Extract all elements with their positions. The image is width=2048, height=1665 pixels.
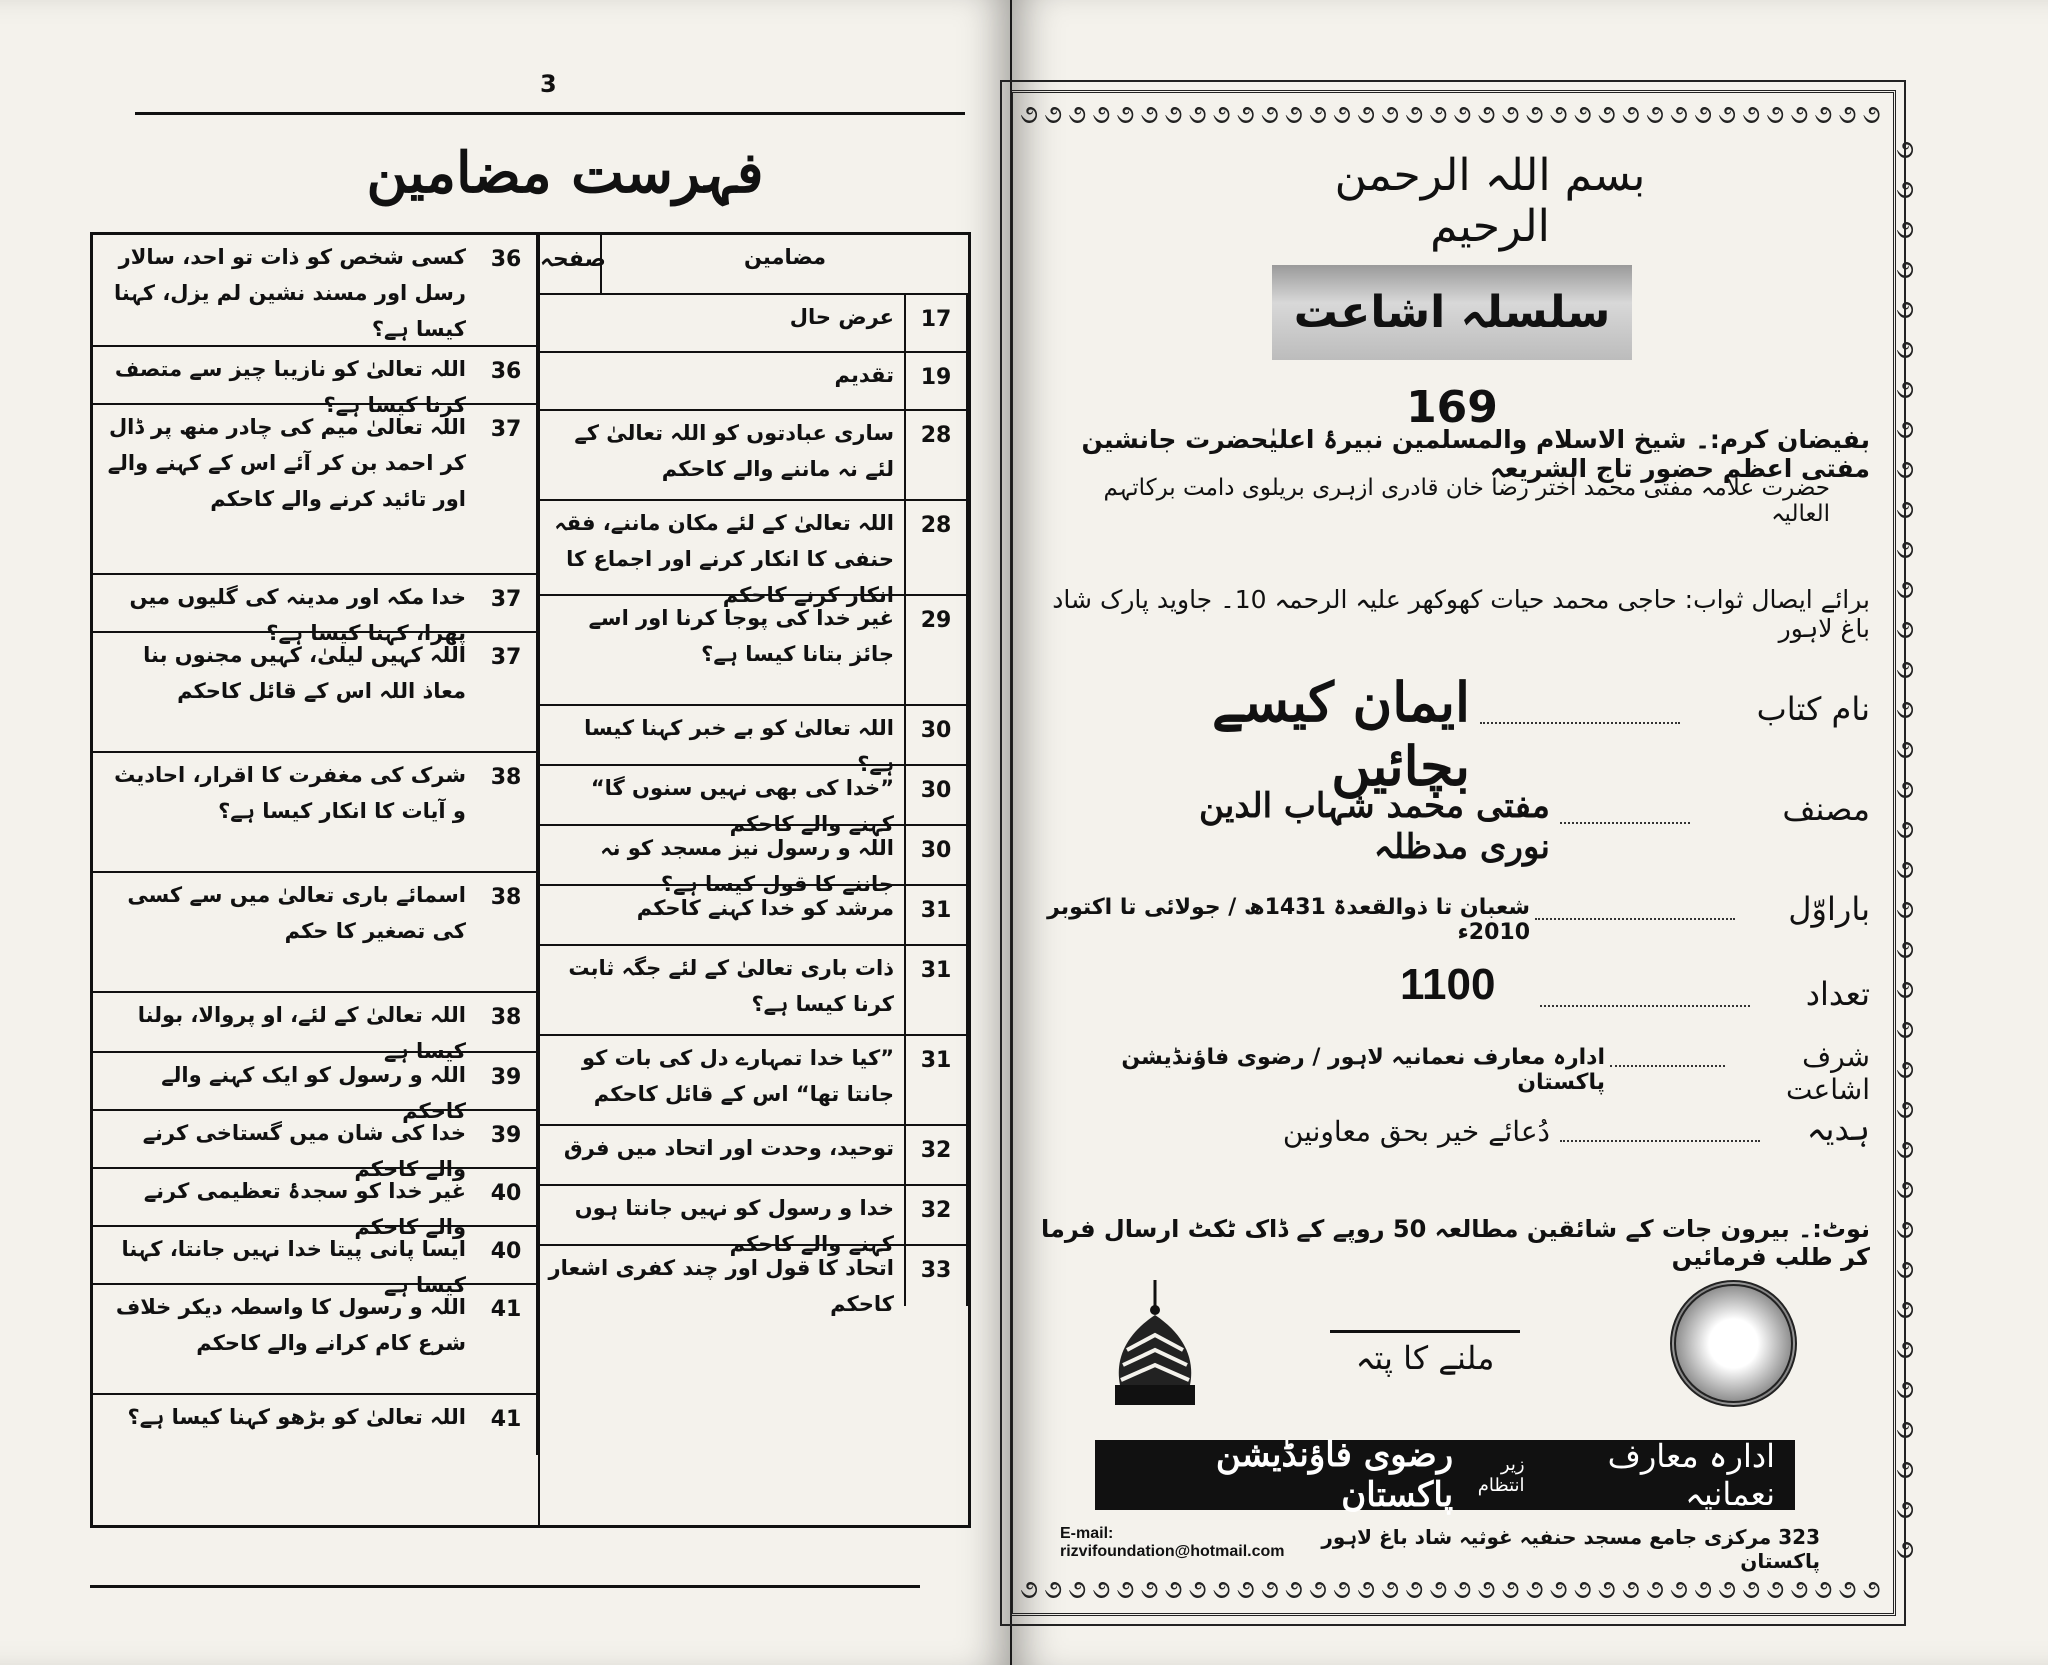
postal-address: 323 مرکزی جامع مسجد حنفیہ غوثیہ شاد باغ لاہور پاکستان — [1321, 1525, 1820, 1573]
dots-quantity — [1540, 1005, 1750, 1007]
toc-entry-title: ”کیا خدا تمہارے دل کی بات کو جانتا تھا“ اس کے قائل کاحکم — [581, 1046, 894, 1106]
toc-entry-title: خدا کی شان میں گستاخی کرنے والے کاحکم — [142, 1121, 466, 1181]
toc-entry-page: 32 — [904, 1186, 968, 1246]
frame-border-right: ૭ ૭ ૭ ૭ ૭ ૭ ૭ ૭ ૭ ૭ ૭ ૭ ૭ ૭ ૭ ૭ ૭ ૭ ૭ ૭ ૭ ૭ ૭ ૭ ૭ ૭ ૭ ૭ ૭ ૭ ૭ ૭ ૭ ૭ ૭ ૭ — [1895, 135, 1915, 1565]
field-label-author: مصنف — [1782, 790, 1870, 828]
blessing-line-2: حضرت علامہ مفتی محمد اختر رضا خان قادری ازہری بریلوی دامت برکاتہم العالیہ — [1103, 475, 1830, 527]
series-number-box: سلسلہ اشاعت 169 — [1272, 265, 1632, 360]
publisher-banner — [1095, 1435, 1795, 1515]
toc-row — [538, 884, 968, 946]
toc-entry-title: مرشد کو خدا کہنے کاحکم — [636, 896, 894, 920]
address-line — [1060, 1525, 1820, 1573]
dots-first-edition — [1535, 918, 1735, 920]
field-label-first-edition: باراوّل — [1788, 890, 1870, 928]
toc-entry-title: اللہ تعالیٰ کو نازیبا چیز سے متصف کرنا کیسا ہے؟ — [114, 357, 466, 417]
toc-entry-page: 39 — [476, 1111, 538, 1169]
page-number: 3 — [540, 70, 557, 98]
toc-row — [93, 1109, 538, 1181]
note-line: نوٹ:۔ بیرون جات کے شائقین مطالعہ 50 روپے کے ڈاک ٹکٹ ارسال فرما کر طلب فرمائیں — [1041, 1215, 1870, 1271]
field-value-gift: دُعائے خیر بحق معاونین — [1282, 1115, 1550, 1148]
toc-row — [93, 1051, 538, 1123]
toc-row — [93, 991, 538, 1063]
toc-row — [538, 824, 968, 896]
toc-entry-page: 39 — [476, 1053, 538, 1111]
toc-entry-title: توحید، وحدت اور اتحاد میں فرق — [563, 1136, 894, 1160]
toc-header-row — [538, 235, 968, 293]
toc-entry-title: اللہ تعالیٰ کے لئے مکان ماننے، فقہ حنفی کا انکار کرنے اور اجماع کا انکار کرنے کاحکم — [554, 511, 894, 607]
toc-entry-page: 37 — [476, 405, 538, 575]
toc-entry-page: 41 — [476, 1285, 538, 1395]
toc-entry-page: 33 — [904, 1246, 968, 1306]
dots-publisher — [1610, 1065, 1725, 1067]
left-page — [0, 0, 1010, 1665]
toc-entry-page: 29 — [904, 596, 968, 706]
toc-entry-page: 31 — [904, 946, 968, 1036]
field-label-book-name: نام کتاب — [1756, 690, 1870, 728]
banner-org-2: رضوی فاؤنڈیشن پاکستان — [1215, 1435, 1454, 1515]
toc-row — [93, 631, 538, 753]
field-value-author: مفتی محمد شہاب الدین نوری مدظلہ — [1199, 786, 1550, 867]
toc-entry-title: اللہ و رسول کا واسطہ دیکر خلاف شرع کام کرانے والے کاحکم — [115, 1295, 466, 1355]
toc-entry-title: کسی شخص کو ذات تو احد، سالار رسل اور مسند نشین لم یزل، کہنا کیسا ہے؟ — [114, 245, 466, 341]
toc-row — [538, 1034, 968, 1126]
toc-entry-title: عرض حال — [789, 305, 894, 329]
toc-entry-page: 30 — [904, 826, 968, 886]
toc-entry-page: 31 — [904, 1036, 968, 1126]
toc-entry-page: 30 — [904, 706, 968, 766]
field-value-first-edition: شعبان تا ذوالقعدۃ 1431ھ / جولائی تا اکتوبر 2010ء — [1047, 895, 1530, 945]
milne-ka-pata: ملنے کا پتہ — [1330, 1330, 1520, 1377]
toc-entry-title: اللہ و رسول نیز مسجد کو نہ جاننے کا قول کیسا ہے؟ — [600, 836, 894, 896]
banner-under: زیر انتظام — [1477, 1454, 1525, 1496]
field-label-quantity: تعداد — [1805, 975, 1870, 1013]
isal-sawab-line: برائے ایصال ثواب: حاجی محمد حیات کھوکھر علیہ الرحمہ 10۔ جاوید پارک شاد باغ لاہور — [1052, 585, 1870, 643]
toc-entry-title: اللہ کہیں لیلیٰ، کہیں مجنوں بنا معاذ اللہ اس کے قائل کاحکم — [143, 643, 466, 703]
dots-gift — [1560, 1140, 1760, 1142]
banner-org-1: ادارہ معارف نعمانیہ — [1607, 1437, 1775, 1513]
seal-logo — [1670, 1280, 1797, 1407]
blessing-label: بفیضان کرم:۔ — [1695, 425, 1870, 454]
toc-entry-page: 31 — [904, 886, 968, 946]
toc-entry-title: اللہ و رسول کو ایک کہنے والے کاحکم — [161, 1063, 466, 1123]
toc-entry-title: اتحاد کا قول اور چند کفری اشعار کاحکم — [548, 1256, 894, 1316]
dots-author — [1560, 822, 1690, 824]
toc-entry-page: 40 — [476, 1227, 538, 1285]
toc-table — [90, 232, 971, 1528]
toc-entry-title: اللہ تعالیٰ کو بڑھو کہنا کیسا ہے؟ — [127, 1405, 466, 1429]
email-address: E-mail: rizvifoundation@hotmail.com — [1060, 1525, 1285, 1560]
bottom-rule — [90, 1585, 920, 1588]
toc-entry-title: تقدیم — [834, 363, 894, 387]
blessing-text-1: شیخ الاسلام والمسلمین نبیرۂ اعلیٰحضرت جانشین مفتی اعظم حضور تاج الشریعہ — [1081, 425, 1870, 483]
toc-row — [538, 764, 968, 836]
bismillah-calligraphy: بسم اللہ الرحمن الرحیم — [1334, 150, 1646, 252]
toc-entry-title: شرک کی مغفرت کا اقرار، احادیث و آیات کا انکار کیسا ہے؟ — [114, 763, 466, 823]
toc-row — [93, 403, 538, 575]
toc-entry-page: 28 — [904, 501, 968, 596]
toc-entry-page: 38 — [476, 993, 538, 1053]
toc-entry-page: 32 — [904, 1126, 968, 1186]
toc-row — [538, 594, 968, 706]
toc-row — [93, 871, 538, 993]
toc-entry-title: خدا مکہ اور مدینہ کی گلیوں میں پھرا، کہنا کیسا ہے؟ — [129, 585, 466, 645]
toc-row — [538, 1124, 968, 1186]
toc-entry-page: 38 — [476, 753, 538, 873]
toc-row — [538, 409, 968, 501]
toc-entry-title: ”خدا کی بھی نہیں سنوں گا“ کہنے والے کاحکم — [590, 776, 894, 836]
toc-row — [93, 235, 538, 345]
field-value-quantity: 1100 — [1400, 960, 1496, 1009]
toc-row — [538, 499, 968, 607]
dome-logo — [1105, 1280, 1205, 1410]
toc-entry-page: 37 — [476, 575, 538, 633]
toc-row — [538, 293, 968, 353]
frame-border-bottom: ૭૭૭૭૭૭૭૭૭૭૭૭૭૭૭૭૭૭૭૭૭૭૭૭૭૭૭૭૭૭૭૭૭૭૭૭ — [1020, 1575, 1887, 1605]
toc-row — [93, 573, 538, 645]
toc-entry-page: 40 — [476, 1169, 538, 1227]
toc-entry-title: اسمائے باری تعالیٰ میں سے کسی کی تصغیر کا حکم — [127, 883, 466, 943]
toc-entry-title: اللہ تعالیٰ میم کی چادر منھ پر ڈال کر احمد بن کر آئے اس کے کہنے والے اور تائید کرنے والے کاحکم — [107, 415, 466, 511]
toc-entry-page: 17 — [904, 295, 968, 353]
toc-entry-title: اللہ تعالیٰ کے لئے، او پروالا، بولنا کیسا ہے — [137, 1003, 466, 1063]
toc-entry-page: 19 — [904, 353, 968, 411]
toc-entry-title: ذات باری تعالیٰ کے لئے جگہ ثابت کرنا کیسا ہے؟ — [568, 956, 894, 1016]
toc-row — [93, 1225, 538, 1297]
toc-entry-title: اللہ تعالیٰ کو بے خبر کہنا کیسا ہے؟ — [584, 716, 894, 776]
toc-header-page: صفحہ — [538, 235, 602, 293]
toc-entry-title: غیر خدا کی پوجا کرنا اور اسے جائز بتانا کیسا ہے؟ — [588, 606, 894, 666]
toc-row — [93, 345, 538, 417]
toc-entry-page: 36 — [476, 347, 538, 405]
toc-entry-page: 37 — [476, 633, 538, 753]
toc-row — [93, 751, 538, 873]
toc-entry-page: 38 — [476, 873, 538, 993]
toc-row — [538, 1244, 968, 1316]
toc-row — [538, 1184, 968, 1256]
toc-row — [93, 1167, 538, 1239]
field-label-gift: ہدیہ — [1806, 1110, 1870, 1148]
toc-column-right — [538, 235, 968, 1525]
toc-entry-page: 36 — [476, 235, 538, 345]
field-label-publisher: شرف اشاعت — [1786, 1040, 1870, 1106]
toc-column-left — [93, 235, 540, 1525]
toc-row — [93, 1283, 538, 1395]
toc-row — [93, 1393, 538, 1455]
toc-entry-title: خدا و رسول کو نہیں جانتا ہوں کہنے والے کاحکم — [574, 1196, 894, 1256]
toc-header-title: مضامین — [743, 245, 827, 269]
dots-book-name — [1480, 722, 1680, 724]
toc-row — [538, 704, 968, 776]
toc-entry-page: 28 — [904, 411, 968, 501]
toc-entry-title: ساری عبادتوں کو اللہ تعالیٰ کے لئے نہ ماننے والے کاحکم — [574, 421, 894, 481]
field-value-book-name: ایمان کیسے بچائیں — [1212, 670, 1470, 798]
toc-title: فہرست مضامین — [366, 140, 764, 206]
toc-row — [538, 944, 968, 1036]
toc-row — [538, 351, 968, 411]
frame-border-top: ૭૭૭૭૭૭૭૭૭૭૭૭૭૭૭૭૭૭૭૭૭૭૭૭૭૭૭૭૭૭૭૭૭૭૭૭ — [1020, 100, 1887, 130]
top-rule — [135, 112, 965, 115]
toc-entry-title: ایسا پانی پیتا خدا نہیں جانتا، کہنا کیسا ہے — [121, 1237, 466, 1297]
field-value-publisher: ادارہ معارف نعمانیہ لاہور / رضوی فاؤنڈیشن پاکستان — [1121, 1045, 1605, 1095]
toc-entry-page: 30 — [904, 766, 968, 826]
toc-entry-page: 41 — [476, 1395, 538, 1455]
toc-entry-title: غیر خدا کو سجدۂ تعظیمی کرنے والے کاحکم — [143, 1179, 466, 1239]
